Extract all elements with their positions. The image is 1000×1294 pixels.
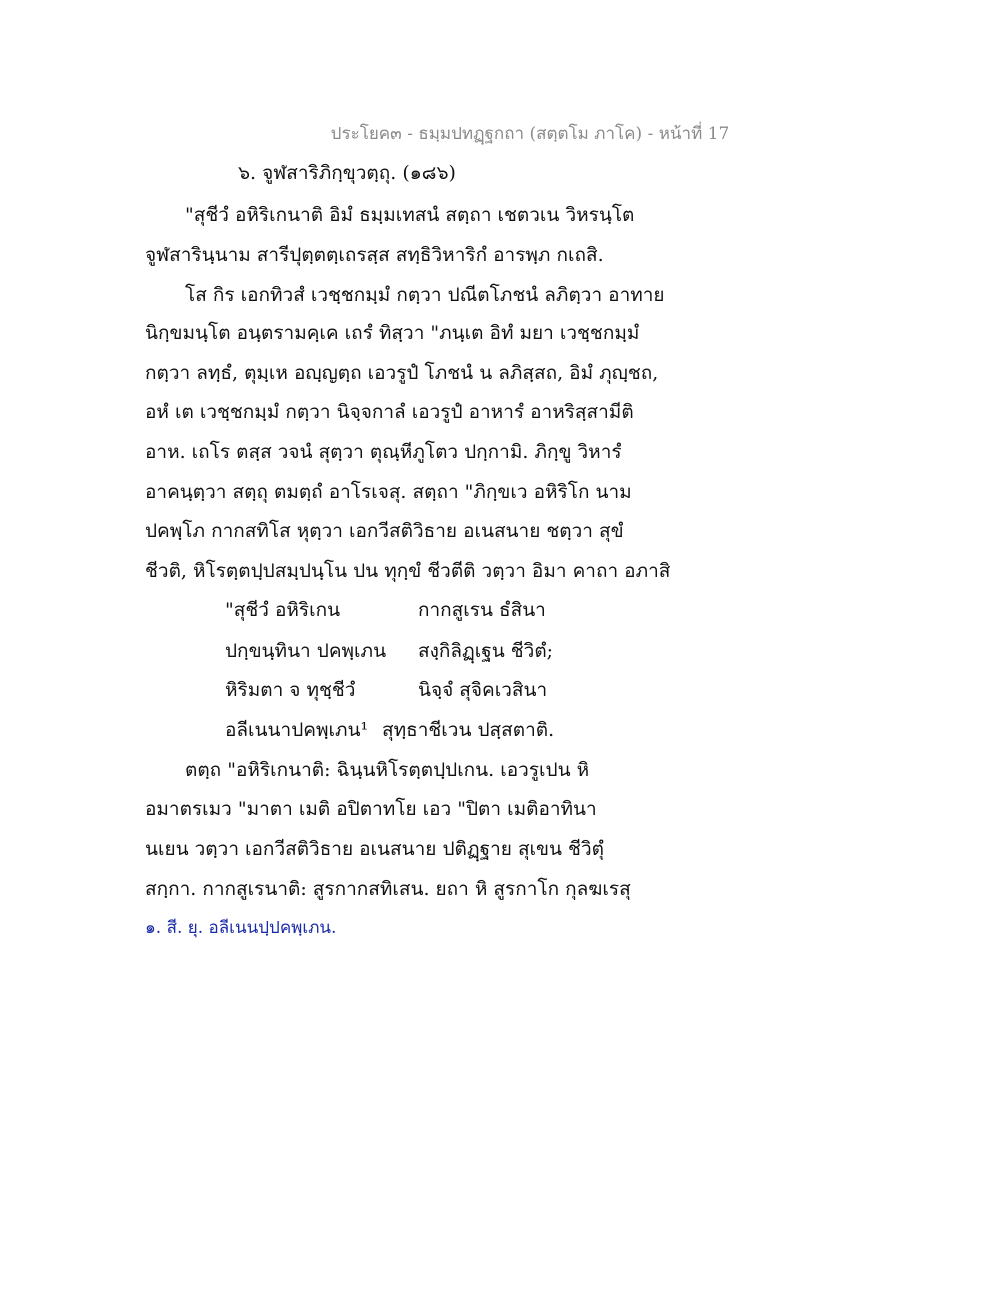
paragraph-line: ปคพฺโภ กากสทิโส หุตฺวา เอกวีสติวิธาย อเนสนาย ชตฺวา สุขํ <box>145 520 624 542</box>
paragraph-line: สกฺกา. กากสูเรนาติ: สูรกากสทิเสน. ยถา หิ สูรกาโก กุลฆเรสุ <box>145 878 631 900</box>
paragraph-line: อาคนฺตฺวา สตฺถุ ตมตฺถํ อาโรเจสุ. สตฺถา "ภิกฺขเว อหิริโก นาม <box>145 481 632 503</box>
verse-line-first-half: อลีเนนาปคพฺเภน¹ <box>225 719 369 741</box>
paragraph-line: ตตฺถ "อหิริเกนาติ: ฉินฺนหิโรตฺตปฺปเกน. เอวรูเปน หิ <box>185 759 590 781</box>
verse-line-second-half: กากสูเรน ธํสินา <box>418 599 546 621</box>
verse-line-second-half: สุทฺธาชีเวน ปสฺสตาติ. <box>382 719 555 741</box>
verse-line-second-half: นิจฺจํ สุจิคเวสินา <box>418 679 548 701</box>
footnote: ๑. สี. ยุ. อลีเนนปฺปคพฺเภน. <box>145 918 337 938</box>
page-header: ประโยค๓ - ธมฺมปทฏฺฐกถา (สตฺตโม ภาโค) - หน้าที่ 17 <box>330 124 730 144</box>
verse-line-first-half: ปกฺขนฺทินา ปคพฺเภน <box>225 640 387 662</box>
paragraph-line: อหํ เต เวชฺชกมฺมํ กตฺวา นิจฺจกาลํ เอวรูปํ อาหารํ อาหริสฺสามีติ <box>145 401 634 423</box>
paragraph-line: "สุชีวํ อหิริเกนาติ อิมํ ธมฺมเทสนํ สตฺถา เชตวเน วิหรนฺโต <box>185 204 635 226</box>
story-title: ๖. จูฬสาริภิกฺขุวตฺถุ. (๑๘๖) <box>238 162 456 184</box>
paragraph-line: จูฬสารินฺนาม สารีปุตฺตตฺเถรสฺส สทฺธิวิหาริกํ อารพฺภ กเถสิ. <box>145 244 604 266</box>
paragraph-line: อาห. เถโร ตสฺส วจนํ สุตฺวา ตุณฺหีภูโตว ปกฺกามิ. ภิกฺขู วิหารํ <box>145 441 622 463</box>
paragraph-line: ชีวติ, หิโรตฺตปฺปสมฺปนฺโน ปน ทุกฺขํ ชีวตีติ วตฺวา อิมา คาถา อภาสิ <box>145 560 671 582</box>
verse-line-first-half: "สุชีวํ อหิริเกน <box>225 599 341 621</box>
paragraph-line: กตฺวา ลทฺธํ, ตุมฺเห อญฺญตฺถ เอวรูปํ โภชนํ น ลภิสฺสถ, อิมํ ภุญฺชถ, <box>145 362 659 384</box>
verse-line-second-half: สงฺกิลิฏฺเฐน ชีวิตํ; <box>418 640 554 662</box>
paragraph-line: นิกฺขมนฺโต อนฺตรามคฺเค เถรํ ทิสฺวา "ภนฺเต อิทํ มยา เวชฺชกมฺมํ <box>145 322 640 344</box>
paragraph-line: อมาตรเมว "มาตา เมติ อปิตาทโย เอว "ปิตา เมติอาทินา <box>145 798 597 820</box>
paragraph-line: นเยน วตฺวา เอกวีสติวิธาย อเนสนาย ปติฏฺฐาย สุเขน ชีวิตุํ <box>145 838 604 860</box>
paragraph-line: โส กิร เอกทิวสํ เวชฺชกมฺมํ กตฺวา ปณีตโภชนํ ลภิตฺวา อาทาย <box>185 284 665 306</box>
verse-line-first-half: หิริมตา จ ทุชฺชีวํ <box>225 679 356 701</box>
